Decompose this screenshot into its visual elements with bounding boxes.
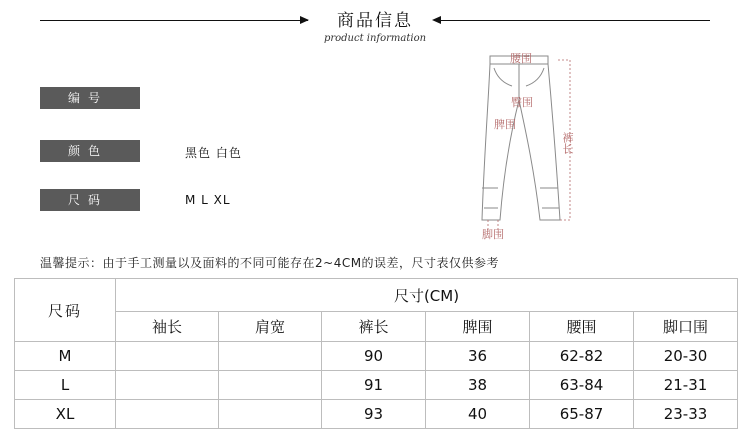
table-row [15, 400, 738, 429]
table-cell: 38 [426, 371, 530, 400]
diagram-label-length: 裤长 [561, 132, 574, 154]
size-table [14, 278, 738, 429]
table-col-length: 裤长 [322, 312, 426, 342]
table-cell [116, 342, 219, 371]
table-col-shoulder: 肩宽 [219, 312, 322, 342]
table-cell [219, 342, 322, 371]
table-col-sleeve: 袖长 [116, 312, 219, 342]
page-title: 商品信息 [337, 11, 413, 31]
info-label-size: 尺码 [40, 189, 140, 211]
table-cell: 62-82 [530, 342, 634, 371]
info-value-color: 黑色 白色 [185, 146, 242, 160]
pants-measurement-diagram [470, 48, 580, 244]
table-cell [219, 400, 322, 429]
table-row [15, 342, 738, 371]
table-cell: 20-30 [634, 342, 738, 371]
diagram-label-thigh: 脾围 [494, 118, 516, 131]
table-cell-size: L [15, 371, 116, 400]
table-header-group: 尺寸(CM) [116, 279, 738, 312]
table-cell: 93 [322, 400, 426, 429]
table-cell: 21-31 [634, 371, 738, 400]
page-subtitle: product information [323, 33, 427, 44]
table-cell: 63-84 [530, 371, 634, 400]
table-col-thigh: 脾围 [426, 312, 530, 342]
table-cell: 65-87 [530, 400, 634, 429]
table-cell [116, 371, 219, 400]
table-cell-size: XL [15, 400, 116, 429]
table-cell [219, 371, 322, 400]
table-header-size: 尺码 [15, 279, 116, 342]
info-label-color: 颜色 [40, 140, 140, 162]
table-col-waist: 腰围 [530, 312, 634, 342]
table-cell [116, 400, 219, 429]
diagram-label-hip: 臀围 [511, 96, 533, 109]
size-note: 温馨提示：由于手工测量以及面料的不同可能存在2~4CM的误差，尺寸表仅供参考 [40, 256, 500, 270]
table-row [15, 371, 738, 400]
table-col-hem: 脚口围 [634, 312, 738, 342]
diagram-label-waist: 腰围 [510, 52, 532, 65]
info-value-size: M L XL [185, 193, 231, 207]
table-cell: 36 [426, 342, 530, 371]
info-label-code: 编号 [40, 87, 140, 109]
table-cell: 90 [322, 342, 426, 371]
table-cell-size: M [15, 342, 116, 371]
table-cell: 91 [322, 371, 426, 400]
table-cell: 40 [426, 400, 530, 429]
table-cell: 23-33 [634, 400, 738, 429]
diagram-label-hem: 脚围 [482, 228, 504, 241]
